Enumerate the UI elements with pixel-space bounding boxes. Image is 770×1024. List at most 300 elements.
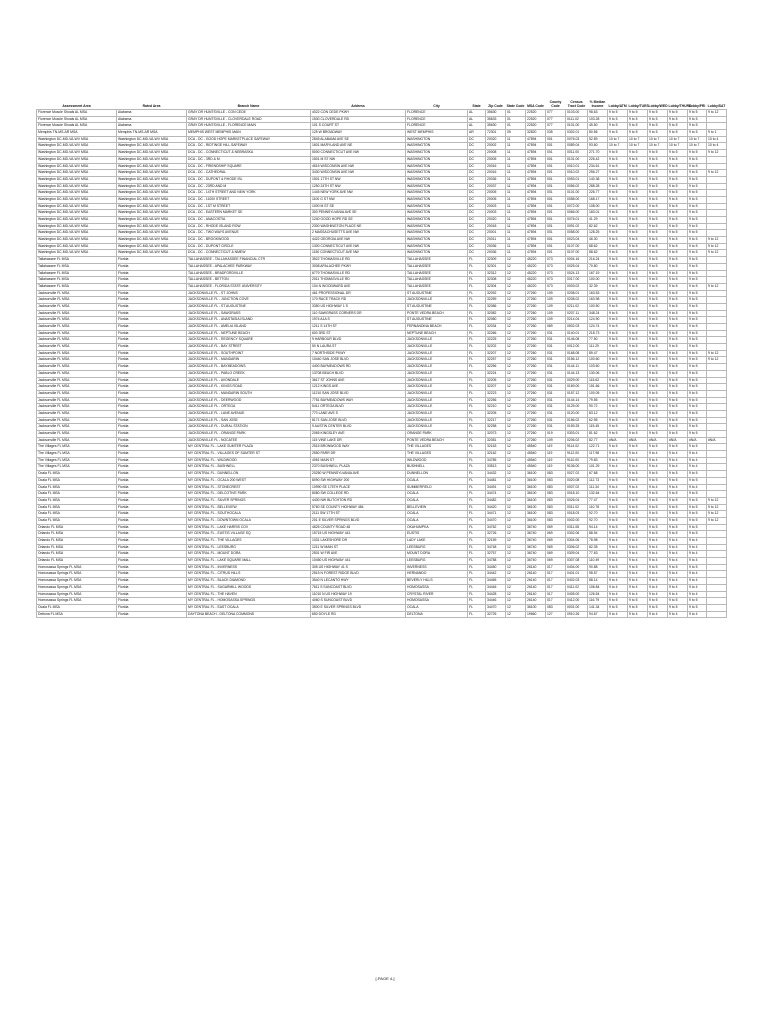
table-cell: 0023.04 [566, 237, 588, 244]
table-cell: 9 to 5 [688, 564, 707, 571]
table-cell: 47894 [526, 196, 546, 203]
table-cell: 3522 THOMASVILLE RD [311, 257, 406, 264]
page-footer [0, 976, 770, 981]
table-cell: 45.50 [588, 123, 608, 130]
table-cell: Washington DC-MD-VA-WV MSA [117, 203, 187, 210]
table-cell: 47894 [526, 237, 546, 244]
table-cell: 9 to 5 [628, 303, 648, 310]
table-cell: 9 to 12 [707, 110, 727, 117]
table-cell: 9 to 5 [648, 250, 668, 257]
table-cell: 0026.04 [566, 497, 588, 504]
table-cell: 10450 US HIGHWAY 441 [311, 558, 406, 565]
table-cell: 0169.00 [566, 384, 588, 391]
table-cell: 9 to 5 [668, 210, 688, 217]
table-cell: 9 to 12 [707, 357, 727, 364]
table-cell: 0101.00 [566, 123, 588, 130]
table-cell: 069 [546, 538, 566, 545]
table-cell: 031 [546, 330, 566, 337]
table-cell: Orlando FL MSA [37, 558, 117, 565]
table-cell: 36740 [526, 551, 546, 558]
table-cell: PONTE VEDRA BEACH [406, 310, 468, 317]
table-cell: 9 to 5 [628, 397, 648, 404]
table-cell: Florida [117, 477, 187, 484]
column-header: Address [351, 104, 365, 108]
table-cell: 9 to 5 [668, 364, 688, 371]
table-cell: 22520 [526, 123, 546, 130]
table-cell [707, 277, 727, 284]
table-cell: 9 to 5 [668, 531, 688, 538]
table-cell: 32726 [486, 531, 506, 538]
table-cell: 12 [506, 477, 526, 484]
table-cell: 93.60 [588, 143, 608, 150]
table-cell: 9 to 5 [628, 337, 648, 344]
table-cell: 077 [546, 123, 566, 130]
table-cell: 9 to 5 [608, 283, 628, 290]
table-cell: 9 to 5 [668, 324, 688, 331]
table-cell: 115.45 [588, 424, 608, 431]
table-cell: 9 to 5 [608, 290, 628, 297]
table-cell: 12 [506, 350, 526, 357]
table-cell: 9 to 4 [648, 578, 668, 585]
table-cell: 9 to 5 [668, 504, 688, 511]
table-cell: 79.55 [588, 397, 608, 404]
table-cell: 9 to 5 [608, 384, 628, 391]
table-cell: 069 [546, 558, 566, 565]
table-cell: 216.24 [588, 257, 608, 264]
table-cell: DCA - DC - CONNECTICUT & NEBRASKA [187, 150, 311, 157]
table-cell: DC [468, 230, 486, 237]
table-cell: 47894 [526, 156, 546, 163]
table-cell: 0306.02 [566, 544, 588, 551]
table-cell: TALLAHASSEE [406, 263, 468, 270]
table-cell: 9 to 5 [648, 130, 668, 137]
table-cell: 9 to 5 [648, 431, 668, 438]
table-cell: 083 [546, 604, 566, 611]
table-cell: JACKSONVILLE FL - LANE AVENUE [187, 410, 311, 417]
table-cell: 4022 CON CEDE PKWY [311, 110, 406, 117]
table-cell: FL [468, 384, 486, 391]
table-cell [707, 551, 727, 558]
table-cell: 305 US HIGHWAY 41 S [311, 564, 406, 571]
table-cell: Jacksonville FL MSA [37, 410, 117, 417]
table-cell: FL [468, 497, 486, 504]
table-cell: 9 to 5 [688, 404, 707, 411]
table-cell: 115.62 [588, 377, 608, 384]
table-cell: 34420 [486, 504, 506, 511]
table-cell: 163.53 [588, 290, 608, 297]
table-row [37, 310, 727, 317]
table-cell: 9 to 5 [688, 163, 707, 170]
table-cell: AR [468, 130, 486, 137]
table-row [37, 431, 727, 438]
table-cell: 1601 MARYLAND AVE NE [311, 143, 406, 150]
table-cell [707, 404, 727, 411]
table-cell: 3617 ST JOHNS AVE [311, 377, 406, 384]
table-cell: Jacksonville FL MSA [37, 417, 117, 424]
table-cell: INVERNESS [406, 564, 468, 571]
table-cell: Florida [117, 364, 187, 371]
table-cell: 9 to 5 [688, 417, 707, 424]
table-cell: #N/A [707, 437, 727, 444]
table-cell: 9 to 5 [608, 176, 628, 183]
table-cell: 9 to 4 [628, 571, 648, 578]
table-cell: Florida [117, 531, 187, 538]
table-cell: JACKSONVILLE [406, 397, 468, 404]
table-cell: 11 [506, 163, 526, 170]
table-cell [707, 598, 727, 605]
table-cell: 9 to 5 [628, 150, 648, 157]
table-cell: 031 [546, 377, 566, 384]
table-cell: OCALA [406, 491, 468, 498]
table-cell: 2501 W FIR AVE [311, 551, 406, 558]
table-cell: 11 [506, 183, 526, 190]
table-cell: DC [468, 237, 486, 244]
table-cell: DC [468, 190, 486, 197]
table-cell: 9 to 5 [668, 130, 688, 137]
table-cell: 9 to 4 [628, 611, 648, 618]
table-cell: 9 to 4 [668, 611, 688, 618]
table-cell: 9 to 5 [648, 310, 668, 317]
table-cell: 119 [546, 444, 566, 451]
table-cell: 001 [546, 217, 566, 224]
table-cell: 34491 [486, 484, 506, 491]
table-cell: 4400 BAYMEADOWS RD [311, 364, 406, 371]
table-cell: 34762 [486, 524, 506, 531]
table-cell: 9 to 5 [648, 243, 668, 250]
table-row [37, 538, 727, 545]
table-cell: 98.57 [588, 571, 608, 578]
table-cell: 0111.02 [566, 116, 588, 123]
table-cell: 9 to 4 [608, 551, 628, 558]
table-cell: 031 [546, 337, 566, 344]
table-cell: 1300 CONNECTICUT AVE NW [311, 243, 406, 250]
table-cell: 12 [506, 364, 526, 371]
table-cell: FL [468, 330, 486, 337]
table-cell: 0910.26 [566, 611, 588, 618]
table-cell: FL [468, 511, 486, 518]
table-cell: TALLAHASSEE - FLORIDA STATE UNIVERSITY [187, 283, 311, 290]
table-cell: 9 to 5 [648, 223, 668, 230]
table-cell: 32163 [486, 444, 506, 451]
table-cell: Washington DC-MD-VA-WV MSA [37, 183, 117, 190]
table-row [37, 544, 727, 551]
table-cell: 9 to 5 [668, 330, 688, 337]
table-cell: 12 [506, 310, 526, 317]
table-cell: 069 [546, 551, 566, 558]
table-cell: Florida [117, 464, 187, 471]
table-cell: 9 to 5 [628, 511, 648, 518]
table-cell: 32202 [486, 344, 506, 351]
table-cell: 5000 CONNECTICUT AVE NW [311, 150, 406, 157]
table-cell: 9 to 5 [648, 564, 668, 571]
table-row [37, 558, 727, 565]
table-cell: 12 [506, 424, 526, 431]
table-cell: 12 [506, 571, 526, 578]
table-cell: 6779 THOMASVILLE RD [311, 270, 406, 277]
table-cell: 9 to 4 [688, 484, 707, 491]
table-cell: 11 [506, 136, 526, 143]
table-cell: Florida [117, 437, 187, 444]
table-cell: 22520 [526, 116, 546, 123]
table-cell: Jacksonville FL MSA [37, 317, 117, 324]
table-cell: 01 [506, 123, 526, 130]
table-cell: 9 to 5 [628, 357, 648, 364]
table-cell: 33513 [486, 464, 506, 471]
table-cell: Washington DC-MD-VA-WV MSA [117, 250, 187, 257]
table-cell: 26140 [526, 584, 546, 591]
table-cell: 94.67 [588, 611, 608, 618]
table-cell: Florida [117, 317, 187, 324]
table-cell: 12 [506, 517, 526, 524]
table-cell: 88.62 [588, 243, 608, 250]
table-cell: 9 to 5 [608, 150, 628, 157]
table-cell: Washington DC-MD-VA-WV MSA [37, 163, 117, 170]
table-cell: 32266 [486, 330, 506, 337]
table-cell: MY CENTRAL FL - LAKE HARRIS COV [187, 524, 311, 531]
table-cell: 9 to 4 [688, 451, 707, 458]
table-cell: 9 to 5 [628, 370, 648, 377]
table-cell: 9 to 5 [668, 250, 688, 257]
table-cell: 9 to 4 [668, 584, 688, 591]
table-cell: 9 to 5 [668, 270, 688, 277]
table-cell [707, 330, 727, 337]
table-cell: 9 to 4 [668, 484, 688, 491]
table-row [37, 584, 727, 591]
table-cell: 9 to 5 [608, 330, 628, 337]
column-header: Lobby/THURS [668, 104, 692, 108]
table-cell: 9 to 5 [668, 604, 688, 611]
table-cell: 27260 [526, 364, 546, 371]
table-cell: 9 to 5 [608, 390, 628, 397]
table-cell: Homosassa Springs FL MSA [37, 571, 117, 578]
table-cell: 20011 [486, 237, 506, 244]
table-cell: MY CENTRAL FL - WILDWOOD [187, 457, 311, 464]
table-cell: 0159.25 [566, 424, 588, 431]
table-cell: 47894 [526, 143, 546, 150]
table-cell: Florida [117, 471, 187, 478]
table-cell: 110.49 [588, 558, 608, 565]
table-cell: FL [468, 270, 486, 277]
table-cell: 9 to 5 [628, 290, 648, 297]
table-cell: 168.17 [588, 196, 608, 203]
table-cell: 20016 [486, 170, 506, 177]
table-cell: Florence Muscle Shoals AL MSA [37, 123, 117, 130]
table-cell: Florida [117, 517, 187, 524]
table-cell [707, 257, 727, 264]
table-row [37, 384, 727, 391]
table-cell: 9 to 4 [668, 578, 688, 585]
column-header: Lobby/TUES [628, 104, 649, 108]
table-cell: 9 to 5 [608, 203, 628, 210]
table-cell: 12 [506, 437, 526, 444]
table-cell: JACKSONVILLE FL - DEERWOOD [187, 397, 311, 404]
table-cell: Washington DC-MD-VA-WV MSA [117, 170, 187, 177]
table-cell: 109 [546, 437, 566, 444]
table-row [37, 571, 727, 578]
table-cell: 128.25 [588, 230, 608, 237]
table-cell: Jacksonville FL MSA [37, 431, 117, 438]
table-row [37, 337, 727, 344]
table-cell: Washington DC-MD-VA-WV MSA [37, 203, 117, 210]
table-cell: 36100 [526, 497, 546, 504]
table-cell: 111.29 [588, 344, 608, 351]
table-cell: 4430 NW BLITCHTON RD [311, 497, 406, 504]
table-cell: 9 to 5 [688, 337, 707, 344]
table-cell: 031 [546, 424, 566, 431]
table-cell: TALLAHASSEE - BRADFORDVILLE [187, 270, 311, 277]
table-row [37, 531, 727, 538]
table-cell: 12 [506, 317, 526, 324]
table-cell: 52.89 [588, 136, 608, 143]
table-cell: 12 [506, 303, 526, 310]
table-cell: 035 [546, 130, 566, 137]
table-cell: 073 [546, 263, 566, 270]
table-cell: 32820 [526, 130, 546, 137]
table-cell: Florida [117, 611, 187, 618]
table-cell: 9 to 5 [648, 230, 668, 237]
table-cell: 9 to 12 [707, 504, 727, 511]
table-cell: 0025.04 [566, 263, 588, 270]
table-cell: 9 to 5 [628, 217, 648, 224]
table-cell: 9 to 12 [707, 517, 727, 524]
table-cell: 9 to 5 [628, 384, 648, 391]
table-cell: 9 to 5 [668, 110, 688, 117]
table-cell: 11 [506, 203, 526, 210]
table-cell: 36100 [526, 504, 546, 511]
table-cell: 9 to 5 [688, 116, 707, 123]
table-cell: 98.63 [588, 110, 608, 117]
table-cell: 9 to 5 [668, 477, 688, 484]
table-cell: The Villages FL MSA [37, 457, 117, 464]
table-cell: WASHINGTON [406, 143, 468, 150]
table-cell: FL [468, 437, 486, 444]
table-cell: 20036 [486, 243, 506, 250]
table-cell: 9 to 5 [648, 217, 668, 224]
table-cell: Washington DC-MD-VA-WV MSA [117, 230, 187, 237]
table-cell: 27260 [526, 410, 546, 417]
table-cell: 9 to 5 [668, 230, 688, 237]
table-cell: 05 [506, 130, 526, 137]
table-cell: DC [468, 196, 486, 203]
table-cell: 119 [546, 451, 566, 458]
table-cell: 9 to 5 [668, 123, 688, 130]
table-cell: 12 [506, 297, 526, 304]
table-cell: 9 to 5 [628, 444, 648, 451]
table-cell: 32086 [486, 303, 506, 310]
table-cell: 9 to 5 [648, 344, 668, 351]
table-cell [707, 230, 727, 237]
table-cell: The Villages FL MSA [37, 451, 117, 458]
table-cell: LADY LAKE [406, 538, 468, 545]
table-cell: 12 [506, 598, 526, 605]
table-cell: 9 to 5 [648, 357, 668, 364]
table-cell: 12 [506, 538, 526, 545]
table-cell: 9 to 4 [648, 551, 668, 558]
table-row [37, 110, 727, 117]
table-cell: 9 to 5 [668, 410, 688, 417]
table-cell: 9 to 5 [628, 471, 648, 478]
table-cell: 031 [546, 384, 566, 391]
table-cell: JACKSONVILLE [406, 344, 468, 351]
table-cell: 10 to 4 [707, 143, 727, 150]
table-cell: MY CENTRAL FL - LAKE SUMTER PLAZA [187, 444, 311, 451]
table-cell: 12 [506, 404, 526, 411]
table-cell: 9 to 5 [668, 524, 688, 531]
table-cell: TALLAHASSEE [406, 283, 468, 290]
table-cell: FL [468, 578, 486, 585]
table-cell: 9106.00 [566, 464, 588, 471]
table-cell: DC [468, 150, 486, 157]
table-cell: 0101.00 [566, 156, 588, 163]
table-cell: MY CENTRAL FL - CITRUS HILLS [187, 571, 311, 578]
table-cell [707, 223, 727, 230]
table-cell: 9 to 5 [668, 310, 688, 317]
table-cell: 9 to 4 [668, 451, 688, 458]
table-cell: 9 to 5 [668, 176, 688, 183]
table-cell: 770 LANE AVE S [311, 410, 406, 417]
table-cell: 0304.06 [566, 538, 588, 545]
table-cell: SUMMERFIELD [406, 484, 468, 491]
table-row [37, 190, 727, 197]
table-cell: 9 to 5 [608, 444, 628, 451]
table-cell: THE VILLAGES [406, 451, 468, 458]
table-cell: JACKSONVILLE [406, 424, 468, 431]
table-cell: 9 to 5 [668, 263, 688, 270]
table-cell: 0089.04 [566, 143, 588, 150]
table-cell: 32309 [486, 257, 506, 264]
table-cell: 163.98 [588, 297, 608, 304]
table-cell: 80.56 [588, 130, 608, 137]
table-cell: 001 [546, 150, 566, 157]
table-cell: Washington DC-MD-VA-WV MSA [117, 176, 187, 183]
table-cell: 12 [506, 344, 526, 351]
table-cell: 117.98 [588, 451, 608, 458]
table-cell: 9 to 5 [688, 524, 707, 531]
table-cell: 12 [506, 511, 526, 518]
table-cell: 9 to 12 [707, 283, 727, 290]
table-cell: Jacksonville FL MSA [37, 344, 117, 351]
table-cell: 36740 [526, 544, 546, 551]
table-cell: 9 to 5 [648, 370, 668, 377]
table-cell: 0309.04 [566, 551, 588, 558]
table-cell: 9 to 5 [648, 511, 668, 518]
table-cell: 115 VINE LAKE DR [311, 437, 406, 444]
table-cell: Washington DC-MD-VA-WV MSA [117, 210, 187, 217]
table-cell: Jacksonville FL MSA [37, 310, 117, 317]
table-cell: 9 to 5 [688, 263, 707, 270]
table-cell: Homosassa Springs FL MSA [37, 578, 117, 585]
table-cell: 32301 [486, 263, 506, 270]
table-cell: 0011.00 [566, 150, 588, 157]
table-cell [707, 203, 727, 210]
table-cell: 9 to 4 [648, 591, 668, 598]
table-cell: Homosassa Springs FL MSA [37, 591, 117, 598]
table-cell: MY CENTRAL FL - DELCOTIVE PARK [187, 491, 311, 498]
table-cell: 9 to 5 [688, 123, 707, 130]
table-cell: 9 to 5 [688, 223, 707, 230]
table-cell: 9 to 4 [668, 551, 688, 558]
table-cell: 1150 CONNECTICUT AVE NW [311, 250, 406, 257]
table-cell: 9 to 5 [688, 150, 707, 157]
column-header: Census Tract Code [567, 100, 586, 108]
table-cell: 9 to 5 [688, 176, 707, 183]
table-cell: 9 to 4 [628, 591, 648, 598]
table-cell: 9 to 5 [628, 183, 648, 190]
table-cell: WASHINGTON [406, 243, 468, 250]
table-cell: 9 to 5 [688, 377, 707, 384]
table-cell: 9 to 12 [707, 350, 727, 357]
table-cell [707, 410, 727, 417]
